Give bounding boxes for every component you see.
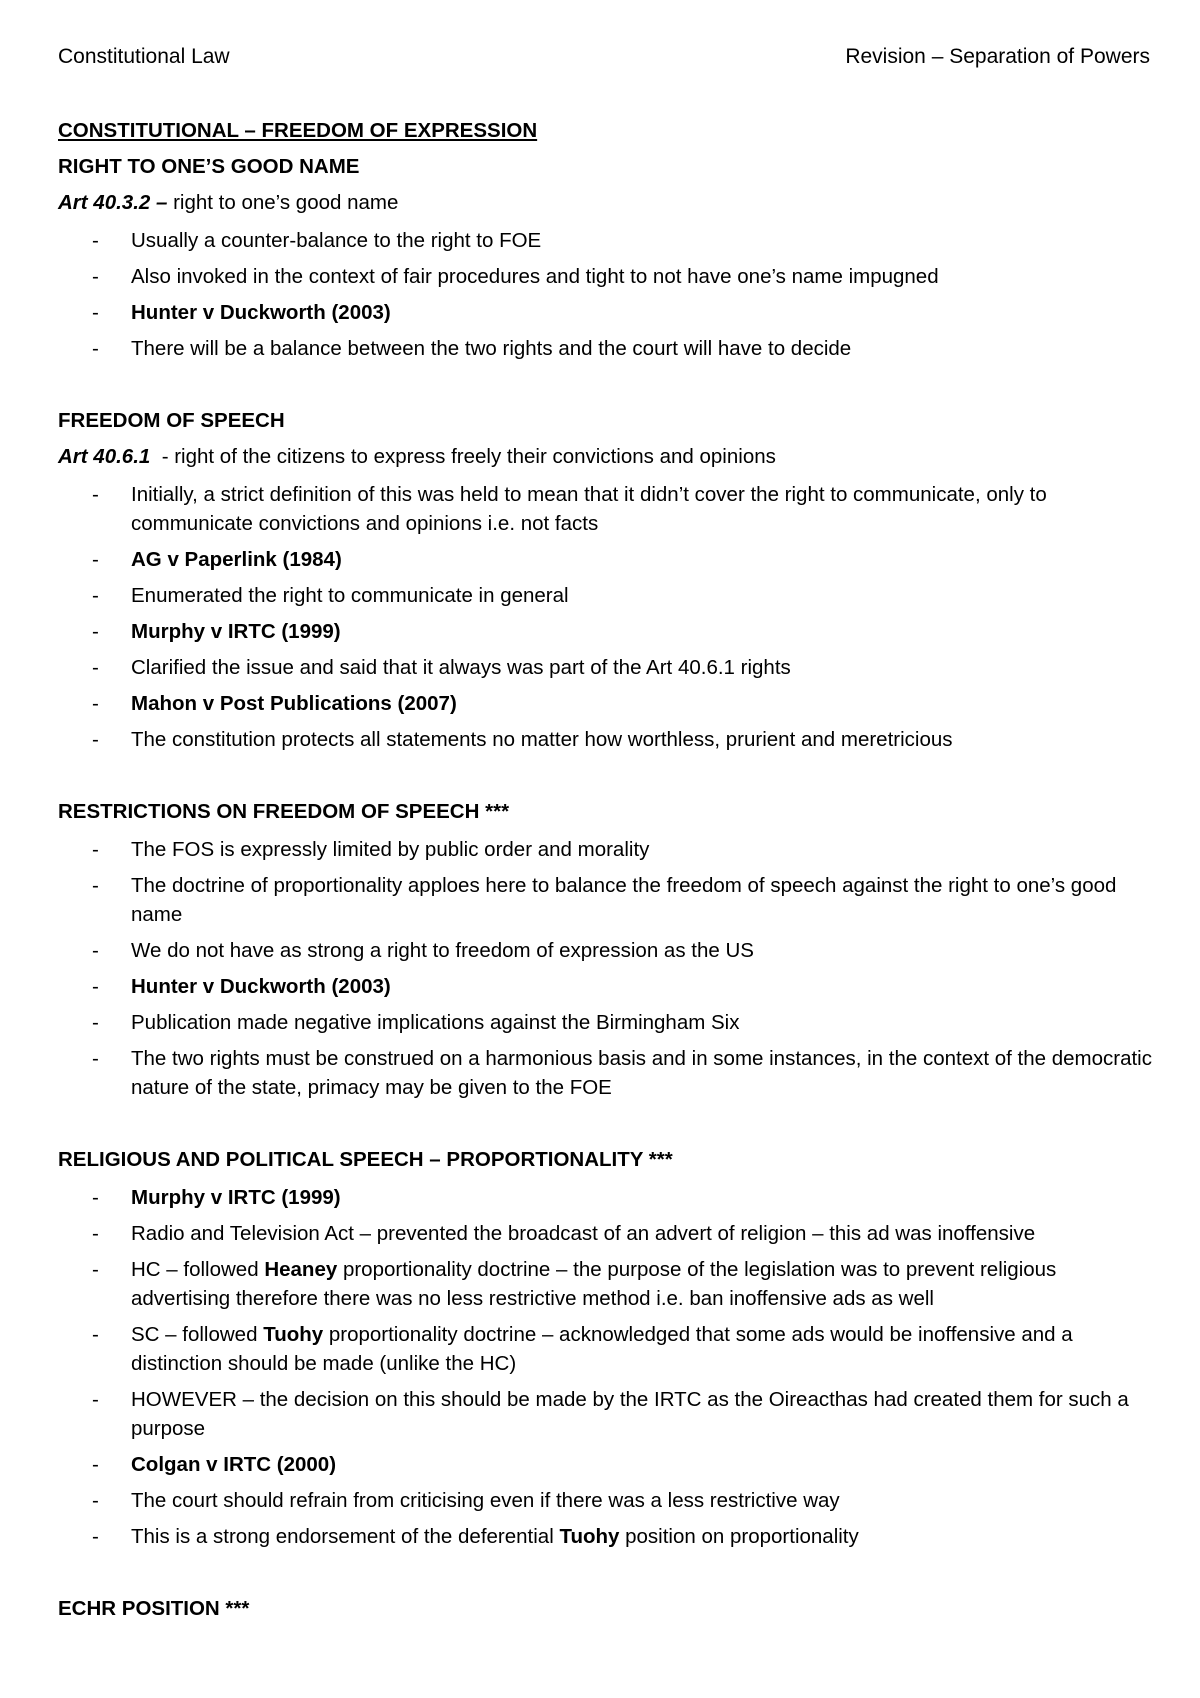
list-item-text: The court should refrain from criticising even if there was a less restrictive way <box>131 1489 840 1512</box>
list-item <box>58 725 1158 754</box>
list-item-text: Publication made negative implications against the Birmingham Six <box>131 1011 740 1034</box>
bullet-dash: - <box>92 1525 99 1548</box>
bullet-dash: - <box>92 337 99 360</box>
article-description: - right of the citizens to express freely their convictions and opinions <box>150 445 776 468</box>
bullet-dash: - <box>92 874 99 897</box>
bullet-list <box>58 835 1158 1102</box>
list-item <box>58 1183 1158 1212</box>
list-item-text-post: proportionality doctrine – the purpose of the legislation was to prevent religious advertising therefore there was no less restrictive method i.e. ban inoffensive ads as well <box>131 1258 1057 1310</box>
document-title: CONSTITUTIONAL – FREEDOM OF EXPRESSION <box>58 119 538 142</box>
section-religious-political-speech <box>58 1147 1158 1551</box>
section-good-name <box>58 154 1158 363</box>
document-body <box>58 118 1158 1667</box>
list-item <box>58 545 1158 574</box>
list-item <box>58 1255 1158 1313</box>
list-item-text: Usually a counter-balance to the right to FOE <box>131 229 542 252</box>
list-item <box>58 334 1158 363</box>
list-item-text: Radio and Television Act – prevented the broadcast of an advert of religion – this ad was inoffensive <box>131 1222 1036 1245</box>
case-name-emphasis: Tuohy <box>263 1323 324 1346</box>
section-heading: FREEDOM OF SPEECH <box>58 409 285 432</box>
list-item <box>58 1385 1158 1443</box>
case-citation: Hunter v Duckworth (2003) <box>131 301 391 324</box>
section-restrictions <box>58 799 1158 1102</box>
list-item <box>58 653 1158 682</box>
bullet-list <box>58 480 1158 754</box>
section-heading: ECHR POSITION *** <box>58 1597 250 1620</box>
section-heading: RIGHT TO ONE’S GOOD NAME <box>58 155 360 178</box>
bullet-dash: - <box>92 1222 99 1245</box>
list-item-text: Also invoked in the context of fair procedures and tight to not have one’s name impugned <box>131 265 939 288</box>
list-item-text-pre: HC – followed <box>131 1258 265 1281</box>
article-intro <box>58 444 1158 470</box>
case-citation: AG v Paperlink (1984) <box>131 548 342 571</box>
bullet-dash: - <box>92 229 99 252</box>
list-item <box>58 1450 1158 1479</box>
article-reference: Art 40.6.1 <box>58 445 151 468</box>
bullet-dash: - <box>92 1388 99 1411</box>
case-citation: Murphy v IRTC (1999) <box>131 1186 341 1209</box>
bullet-dash: - <box>92 1047 99 1070</box>
list-item <box>58 1008 1158 1037</box>
bullet-dash: - <box>92 692 99 715</box>
bullet-dash: - <box>92 483 99 506</box>
list-item <box>58 689 1158 718</box>
article-reference: Art 40.3.2 – <box>58 191 168 214</box>
list-item <box>58 1522 1158 1551</box>
list-item <box>58 871 1158 929</box>
case-citation: Colgan v IRTC (2000) <box>131 1453 337 1476</box>
list-item <box>58 972 1158 1001</box>
bullet-dash: - <box>92 1453 99 1476</box>
bullet-dash: - <box>92 548 99 571</box>
list-item-text: Enumerated the right to communicate in general <box>131 584 569 607</box>
section-echr-position <box>58 1596 1158 1622</box>
bullet-dash: - <box>92 1258 99 1281</box>
list-item <box>58 617 1158 646</box>
list-item-text-pre: This is a strong endorsement of the deferential <box>131 1525 560 1548</box>
list-item <box>58 936 1158 965</box>
list-item-text: HOWEVER – the decision on this should be made by the IRTC as the Oireacthas had created them for such a purpose <box>131 1388 1129 1440</box>
list-item <box>58 1219 1158 1248</box>
bullet-dash: - <box>92 1489 99 1512</box>
case-citation: Murphy v IRTC (1999) <box>131 620 341 643</box>
bullet-dash: - <box>92 728 99 751</box>
list-item-text: Clarified the issue and said that it always was part of the Art 40.6.1 rights <box>131 656 791 679</box>
list-item-text-post: position on proportionality <box>619 1525 859 1548</box>
list-item <box>58 226 1158 255</box>
header-topic-title: Revision – Separation of Powers <box>845 45 1150 68</box>
list-item <box>58 1044 1158 1102</box>
list-item <box>58 1320 1158 1378</box>
bullet-list <box>58 1183 1158 1551</box>
case-name-emphasis: Tuohy <box>559 1525 620 1548</box>
case-name-emphasis: Heaney <box>264 1258 338 1281</box>
section-heading: RESTRICTIONS ON FREEDOM OF SPEECH *** <box>58 800 510 823</box>
list-item <box>58 835 1158 864</box>
list-item <box>58 298 1158 327</box>
list-item <box>58 1486 1158 1515</box>
section-freedom-of-speech <box>58 408 1158 754</box>
bullet-dash: - <box>92 584 99 607</box>
list-item-text: The FOS is expressly limited by public order and morality <box>131 838 650 861</box>
article-intro <box>58 190 1158 216</box>
article-description: right to one’s good name <box>167 191 399 214</box>
list-item <box>58 480 1158 538</box>
list-item <box>58 581 1158 610</box>
list-item <box>58 262 1158 291</box>
case-citation: Mahon v Post Publications (2007) <box>131 692 457 715</box>
bullet-dash: - <box>92 1011 99 1034</box>
bullet-dash: - <box>92 1323 99 1346</box>
list-item-text: We do not have as strong a right to freedom of expression as the US <box>131 939 754 962</box>
list-item-text: The two rights must be construed on a harmonious basis and in some instances, in the context of the democratic nature of the state, primacy may be given to the FOE <box>131 1047 1152 1099</box>
bullet-list <box>58 226 1158 363</box>
bullet-dash: - <box>92 838 99 861</box>
list-item-text-post: proportionality doctrine – acknowledged that some ads would be inoffensive and a distinction should be made (unlike the HC) <box>131 1323 1073 1375</box>
list-item-text-pre: SC – followed <box>131 1323 264 1346</box>
bullet-dash: - <box>92 656 99 679</box>
case-citation: Hunter v Duckworth (2003) <box>131 975 391 998</box>
bullet-dash: - <box>92 1186 99 1209</box>
section-heading: RELIGIOUS AND POLITICAL SPEECH – PROPORTIONALITY *** <box>58 1148 673 1171</box>
list-item-text: Initially, a strict definition of this was held to mean that it didn’t cover the right to communicate, only to communicate convictions and opinions i.e. not facts <box>131 483 1047 535</box>
bullet-dash: - <box>92 939 99 962</box>
bullet-dash: - <box>92 265 99 288</box>
bullet-dash: - <box>92 620 99 643</box>
list-item-text: The doctrine of proportionality apploes here to balance the freedom of speech against the right to one’s good name <box>131 874 1117 926</box>
bullet-dash: - <box>92 975 99 998</box>
list-item-text: There will be a balance between the two rights and the court will have to decide <box>131 337 852 360</box>
header-course-title: Constitutional Law <box>58 45 230 68</box>
list-item-text: The constitution protects all statements no matter how worthless, prurient and meretricious <box>131 728 953 751</box>
bullet-dash: - <box>92 301 99 324</box>
